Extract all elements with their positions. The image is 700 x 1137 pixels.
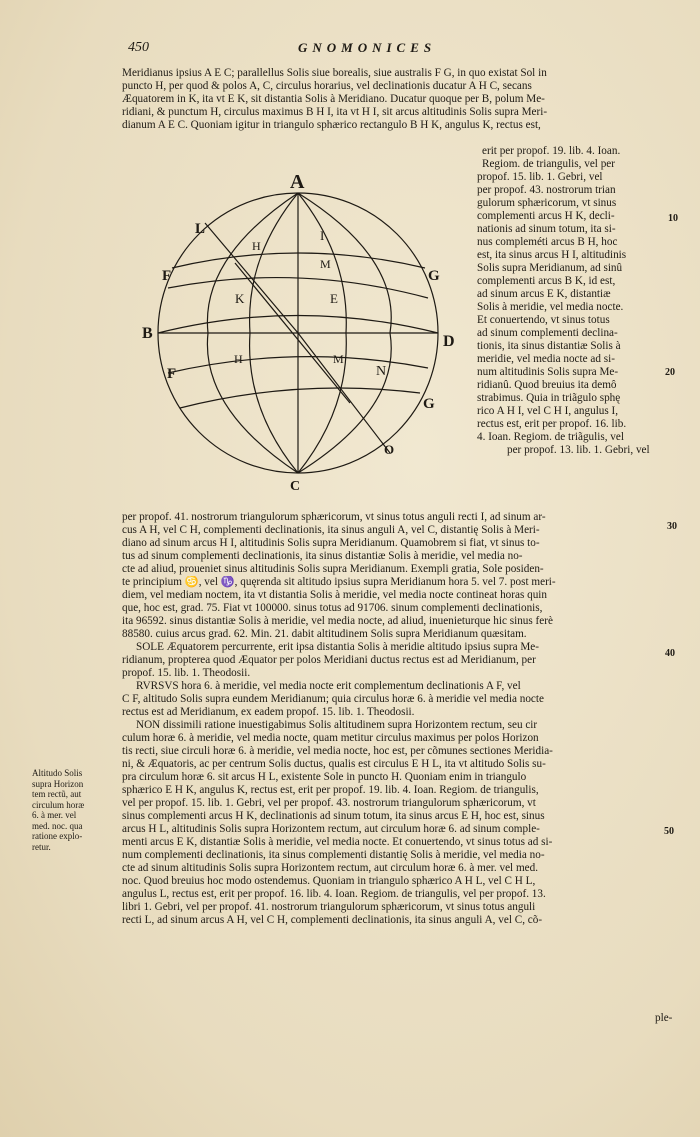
- margin-line-number: 50: [664, 826, 674, 837]
- label-G: G: [428, 268, 440, 284]
- text-line: ni, & Æquatoris, ac per centrum Solis ductus, qualis est circulus E H L, ita vt altitudo Solis su-: [122, 758, 546, 770]
- text-line: sphærico E H K, angulus K, rectus est, erit per propof. 19. lib. 4. Ioan. Regiom. de triangulis,: [122, 784, 539, 796]
- text-line: per propof. 41. nostrorum triangulorum sphæricorum, vt sinus totus anguli recti I, ad sinum ar-: [122, 511, 546, 523]
- text-line: ridiani, & punctum H, circulus maximus B H I, ita vt H I, sit arcus altitudinis Solis supra Meri-: [122, 106, 548, 118]
- spherical-triangle-diagram: [140, 168, 460, 493]
- text-line: ridianû. Quod breuius ita demô: [477, 379, 617, 391]
- right-column-text: [455, 145, 675, 457]
- note-line: supra Horizon: [32, 778, 84, 789]
- text-line: rectus est ad Meridianum, ex eadem propof. 15. lib. 1. Theodosii.: [122, 706, 415, 718]
- text-line: sinus complementi arcus H K, declinationis ad sinum totum, ita sinus arcus E H, hoc est, sinus: [122, 810, 545, 822]
- text-line: noc. Quod breuius hoc modo ostendemus. Quoniam in triangulo sphærico A H L, vel C H L,: [122, 875, 536, 887]
- text-line: Solis à meridie, vel media nocte.: [477, 301, 624, 313]
- label-O: O: [384, 442, 395, 457]
- text-line: nus compleméti arcus B H, hoc: [477, 236, 618, 248]
- text-line: Regiom. de triangulis, vel per: [482, 158, 615, 170]
- note-line: med. noc. qua: [32, 820, 83, 831]
- margin-line-number: 40: [665, 648, 675, 659]
- note-line: circulum horæ: [32, 799, 85, 810]
- text-line: nationis ad sinum totum, ita si-: [477, 223, 616, 235]
- text-line: recti L, ad sinum arcus A H, vel C H, complementi declinationis, ita sinus anguli A, vel C, cõ-: [122, 914, 543, 926]
- text-line: cte ad aliud, proueniet sinus altitudinis Solis supra Meridianum. Exempli gratia, Sole posiden-: [122, 563, 544, 575]
- catchword: ple-: [655, 1012, 673, 1024]
- text-line: ad sinum arcus E K, distantiæ: [477, 288, 611, 300]
- note-line: 6. à mer. vel: [32, 810, 77, 820]
- text-line: angulus L, rectus est, erit per propof. 16. lib. 4. Ioan. Regiom. de triangulis, vel per propof. 13.: [122, 888, 546, 900]
- text-line: est, ita sinus arcus H I, altitudinis: [477, 249, 627, 261]
- text-line: dianum A E C. Quoniam igitur in triangulo sphærico rectangulo B H K, angulus K, rectus est,: [122, 119, 541, 131]
- text-line: culum horæ 6. à meridie, vel media nocte, quam metitur circulus maximus per polos Horizon: [122, 732, 539, 744]
- parallel-arc: [180, 388, 420, 408]
- label-D: D: [443, 333, 455, 350]
- text-line: Et conuertendo, vt sinus totus: [477, 314, 610, 326]
- text-line: strabimus. Quia in triãgulo sphę: [477, 392, 621, 404]
- label-F: F: [162, 268, 172, 284]
- text-line: erit per propof. 19. lib. 4. Ioan.: [482, 145, 621, 157]
- text-line: num altitudinis Solis supra Me-: [477, 366, 619, 378]
- label-A: A: [290, 171, 305, 193]
- text-line: per propof. 43. nostrorum trian: [477, 184, 616, 196]
- text-line: te principium ♋, vel ♑, quęrenda sit altitudo ipsius supra Meridianum hora 5. vel 7. post meri-: [122, 576, 556, 588]
- margin-line-number: 10: [668, 213, 678, 224]
- label-I: I: [320, 228, 325, 243]
- text-line: SOLE Æquatorem percurrente, erit ipsa distantia Solis à meridie altitudo ipsius supra Me-: [136, 641, 539, 653]
- text-line: rectus est, erit per propof. 16. lib.: [477, 418, 627, 430]
- text-line: puncto H, per quod & polos A, C, circulus horarius, vel declinationis ducatur A H C, secans: [122, 80, 532, 92]
- text-line: C F, altitudo Solis supra eundem Meridianum; quia circulus horæ 6. à meridie vel media nocte: [122, 693, 544, 705]
- note-line: retur.: [32, 841, 51, 852]
- text-line: RVRSVS hora 6. à meridie, vel media nocte erit complementum declinationis A F, vel: [136, 680, 521, 692]
- label-E: E: [330, 291, 338, 306]
- page-header: [128, 40, 673, 60]
- text-line: Solis supra Meridianum, ad sinû: [477, 262, 623, 274]
- label-G-lower: G: [423, 396, 435, 412]
- label-N: N: [376, 364, 387, 379]
- page-number: 450: [128, 40, 149, 55]
- label-B: B: [142, 325, 153, 342]
- text-line: que, hoc est, grad. 75. Fiat vt 100000. sinus totus ad 91706. sinum complementi declinationis,: [122, 602, 543, 614]
- bottom-paragraphs: [122, 511, 684, 927]
- text-line: propof. 15. lib. 1. Theodosii.: [122, 667, 251, 679]
- text-line: meridie, vel media nocte ad si-: [477, 353, 615, 365]
- text-line: ad sinum complementi declina-: [477, 327, 618, 339]
- text-line: NON dissimili ratione inuestigabimus Solis altitudinem supra Horizontem rectum, seu cir: [136, 719, 538, 731]
- marginal-note: [32, 768, 118, 852]
- note-line: ratione explo-: [32, 831, 83, 841]
- label-L: L: [195, 221, 206, 237]
- text-line: per propof. 13. lib. 1. Gebri, vel: [507, 444, 650, 456]
- text-line: cus A H, vel C H, complementi declinationis, ita sinus anguli A, vel C, distantię Solis à Meri-: [122, 524, 540, 536]
- text-line: diano ad sinum arcus H I, altitudinis Solis supra Meridianum. Quamobrem si fiat, vt sinus to-: [122, 537, 540, 549]
- text-line: ita 96592. sinus distantiæ Solis à meridie, vel media nocte, ad aliud, inuenieturque hic sinus ferè: [122, 615, 553, 627]
- text-line: num complementi declinationis, ita sinus complementi distantię Solis à meridie, vel media no-: [122, 849, 545, 861]
- text-line: pra circulum horæ 6. sit arcus H L, existente Sole in puncto H. Quoniam enim in triangulo: [122, 771, 527, 783]
- text-line: diem, vel mediam noctem, ita vt distantia Solis à meridie, vel media nocte contineat horas quin: [122, 589, 548, 601]
- text-line: vel per propof. 15. lib. 1. Gebri, vel per propof. 43. nostrorum triangulorum sphæricorum, vt: [122, 797, 536, 809]
- text-line: libri 1. Gebri, vel per propof. 41. nostrorum triangulorum sphæricorum, vt sinus totus anguli: [122, 901, 536, 913]
- top-paragraph: [122, 67, 684, 132]
- text-line: complementi arcus H K, decli-: [477, 210, 615, 222]
- label-H: H: [252, 239, 261, 253]
- running-title: GNOMONICES: [298, 40, 437, 55]
- margin-line-number: 30: [667, 521, 677, 532]
- label-C: C: [290, 479, 301, 493]
- margin-line-number: 20: [665, 367, 675, 378]
- text-line: 88580. cuius arcus grad. 62. Min. 21. dabit altitudinem Solis supra Meridianum quæsitam.: [122, 628, 527, 640]
- text-line: complementi arcus B K, id est,: [477, 275, 616, 287]
- label-M: M: [320, 257, 331, 271]
- text-line: tus ad sinum complementi declinationis, ita sinus distantiæ Solis à meridie, vel media no-: [122, 550, 523, 562]
- text-line: arcus H L, altitudinis Solis supra Horizontem rectum, aut circulum horæ 6. ad sinum comple-: [122, 823, 540, 835]
- text-line: tionis, ita sinus distantiæ Solis à: [477, 340, 621, 352]
- text-line: propof. 15. lib. 1. Gebri, vel: [477, 171, 603, 183]
- label-M-lower: M: [333, 352, 344, 366]
- text-line: Æquatorem in K, ita vt E K, sit distantia Solis à Meridiano. Ducatur quoque per B, polum Me-: [122, 93, 545, 105]
- label-H-lower: H: [234, 352, 243, 366]
- text-line: tis recti, siue circuli horæ 6. à meridie, vel media nocte, hoc est, per cõmunes sectiones Meridia-: [122, 745, 553, 757]
- text-line: gulorum sphæricorum, vt sinus: [477, 197, 617, 209]
- text-line: rico A H I, vel C H I, angulus I,: [477, 405, 619, 417]
- label-K: K: [235, 291, 245, 306]
- text-line: menti arcus E K, distantiæ Solis à meridie, vel media nocte. Et conuertendo, vt sinus totus ad si-: [122, 836, 553, 848]
- text-line: Meridianus ipsius A E C; parallellus Solis siue borealis, siue australis F G, in quo existat Sol in: [122, 67, 547, 79]
- note-line: Altitudo Solis: [32, 768, 83, 778]
- text-line: 4. Ioan. Regiom. de triãgulis, vel: [477, 431, 624, 443]
- label-F-lower: F: [167, 366, 177, 382]
- text-line: ridianum, propterea quod Æquator per polos Meridiani ductus rectus est ad Meridianum, per: [122, 654, 536, 666]
- note-line: tem rectũ, aut: [32, 789, 82, 799]
- text-line: cte ad sinum altitudinis Solis supra Horizontem rectum, aut circulum horæ 6. à mer. vel med.: [122, 862, 539, 874]
